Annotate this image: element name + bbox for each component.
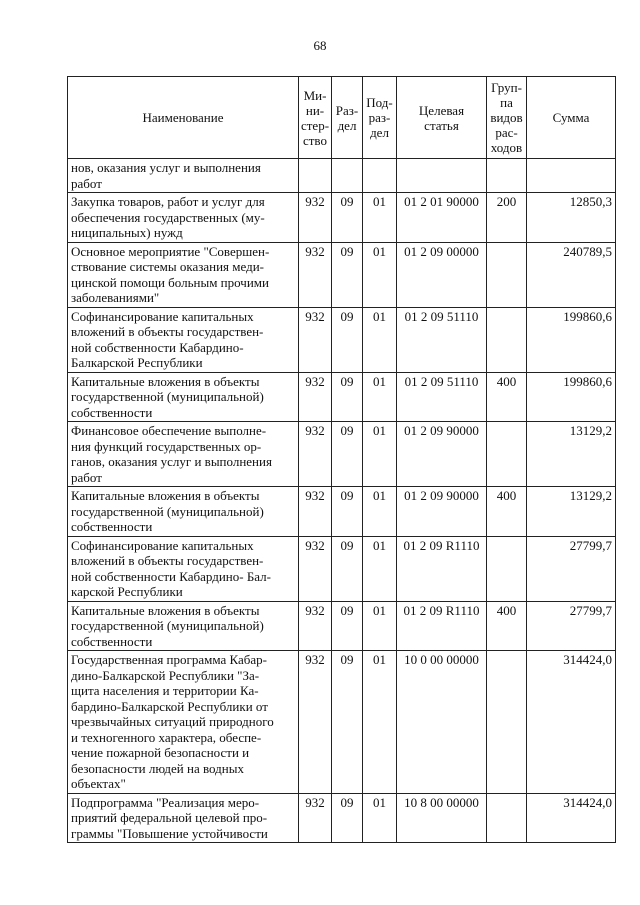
- cell-article: 01 2 01 90000: [397, 193, 487, 243]
- header-article: Целевая статья: [397, 77, 487, 159]
- table-row: [68, 651, 616, 794]
- cell-ministry: 932: [299, 372, 332, 422]
- cell-group: 200: [487, 193, 527, 243]
- header-ministry: Ми- ни- стер- ство: [299, 77, 332, 159]
- cell-group: 400: [487, 487, 527, 537]
- cell-article: 01 2 09 R1110: [397, 536, 487, 601]
- cell-name: Финансовое обеспечение выполне- ния функций государственных ор- ганов, оказания услуг и выполнения работ: [68, 422, 299, 487]
- cell-section: 09: [332, 793, 363, 843]
- cell-ministry: 932: [299, 601, 332, 651]
- cell-name: Капитальные вложения в объекты государственной (муниципальной) собственности: [68, 487, 299, 537]
- cell-article: 01 2 09 90000: [397, 422, 487, 487]
- table-row: [68, 536, 616, 601]
- cell-article: 01 2 09 90000: [397, 487, 487, 537]
- cell-sum: 314424,0: [527, 793, 616, 843]
- cell-ministry: 932: [299, 307, 332, 372]
- cell-sum: 240789,5: [527, 242, 616, 307]
- cell-name: Софинансирование капитальных вложений в объекты государствен- ной собственности Кабардино- Балкарской Республики: [68, 307, 299, 372]
- cell-article: 01 2 09 R1110: [397, 601, 487, 651]
- cell-ministry: 932: [299, 193, 332, 243]
- cell-sum: 13129,2: [527, 487, 616, 537]
- cell-subsection: 01: [363, 601, 397, 651]
- cell-article: 10 8 00 00000: [397, 793, 487, 843]
- table-body: [68, 159, 616, 843]
- cell-section: 09: [332, 242, 363, 307]
- cell-article: 01 2 09 51110: [397, 307, 487, 372]
- cell-subsection: 01: [363, 307, 397, 372]
- cell-article: 01 2 09 00000: [397, 242, 487, 307]
- cell-subsection: 01: [363, 536, 397, 601]
- table-row: [68, 422, 616, 487]
- table-row: [68, 193, 616, 243]
- table-row: [68, 793, 616, 843]
- cell-section: 09: [332, 601, 363, 651]
- cell-subsection: [363, 159, 397, 193]
- cell-group: [487, 307, 527, 372]
- cell-name: Капитальные вложения в объекты государственной (муниципальной) собственности: [68, 372, 299, 422]
- cell-sum: 314424,0: [527, 651, 616, 794]
- cell-ministry: 932: [299, 422, 332, 487]
- cell-section: 09: [332, 536, 363, 601]
- cell-sum: 13129,2: [527, 422, 616, 487]
- cell-name: Софинансирование капитальных вложений в объекты государствен- ной собственности Кабардино- Бал- карской Республики: [68, 536, 299, 601]
- table-row: [68, 307, 616, 372]
- table-row: [68, 159, 616, 193]
- cell-group: [487, 651, 527, 794]
- cell-sum: 199860,6: [527, 307, 616, 372]
- cell-sum: [527, 159, 616, 193]
- cell-subsection: 01: [363, 242, 397, 307]
- cell-group: [487, 159, 527, 193]
- cell-name: Подпрограмма "Реализация меро- приятий федеральной целевой про- граммы "Повышение устойчивости: [68, 793, 299, 843]
- cell-section: 09: [332, 651, 363, 794]
- header-sum: Сумма: [527, 77, 616, 159]
- cell-subsection: 01: [363, 793, 397, 843]
- header-group: Груп- па видов рас- ходов: [487, 77, 527, 159]
- cell-section: 09: [332, 372, 363, 422]
- cell-group: [487, 536, 527, 601]
- cell-subsection: 01: [363, 651, 397, 794]
- cell-article: 01 2 09 51110: [397, 372, 487, 422]
- cell-ministry: 932: [299, 651, 332, 794]
- cell-subsection: 01: [363, 487, 397, 537]
- cell-name: нов, оказания услуг и выполнения работ: [68, 159, 299, 193]
- cell-sum: 12850,3: [527, 193, 616, 243]
- cell-group: 400: [487, 601, 527, 651]
- cell-name: Закупка товаров, работ и услуг для обеспечения государственных (му- ниципальных) нужд: [68, 193, 299, 243]
- cell-ministry: 932: [299, 242, 332, 307]
- cell-ministry: 932: [299, 536, 332, 601]
- table-row: [68, 242, 616, 307]
- table-row: [68, 487, 616, 537]
- cell-sum: 199860,6: [527, 372, 616, 422]
- cell-name: Государственная программа Кабар- дино-Балкарской Республики "За- щита населения и территории Ка- бардино-Балкарской Республики от чрезвычайных ситуаций природного и техногенного характера, обеспе- чение пожарной безопасности и безопасности людей на водных объектах": [68, 651, 299, 794]
- cell-group: [487, 242, 527, 307]
- cell-name: Основное мероприятие "Совершен- ствование системы оказания меди- цинской помощи больным прочими заболеваниями": [68, 242, 299, 307]
- header-subsection: Под- раз- дел: [363, 77, 397, 159]
- table-row: [68, 601, 616, 651]
- budget-table: [67, 76, 616, 843]
- cell-group: [487, 422, 527, 487]
- cell-article: 10 0 00 00000: [397, 651, 487, 794]
- cell-section: 09: [332, 307, 363, 372]
- cell-section: 09: [332, 193, 363, 243]
- cell-section: 09: [332, 422, 363, 487]
- cell-section: 09: [332, 487, 363, 537]
- cell-subsection: 01: [363, 422, 397, 487]
- cell-ministry: [299, 159, 332, 193]
- header-name: Наименование: [68, 77, 299, 159]
- cell-section: [332, 159, 363, 193]
- cell-group: 400: [487, 372, 527, 422]
- page-number: 68: [313, 38, 327, 53]
- cell-group: [487, 793, 527, 843]
- cell-subsection: 01: [363, 372, 397, 422]
- header-section: Раз- дел: [332, 77, 363, 159]
- header-row: [68, 77, 616, 159]
- cell-ministry: 932: [299, 487, 332, 537]
- cell-sum: 27799,7: [527, 601, 616, 651]
- cell-sum: 27799,7: [527, 536, 616, 601]
- table-row: [68, 372, 616, 422]
- cell-subsection: 01: [363, 193, 397, 243]
- cell-article: [397, 159, 487, 193]
- cell-ministry: 932: [299, 793, 332, 843]
- cell-name: Капитальные вложения в объекты государственной (муниципальной) собственности: [68, 601, 299, 651]
